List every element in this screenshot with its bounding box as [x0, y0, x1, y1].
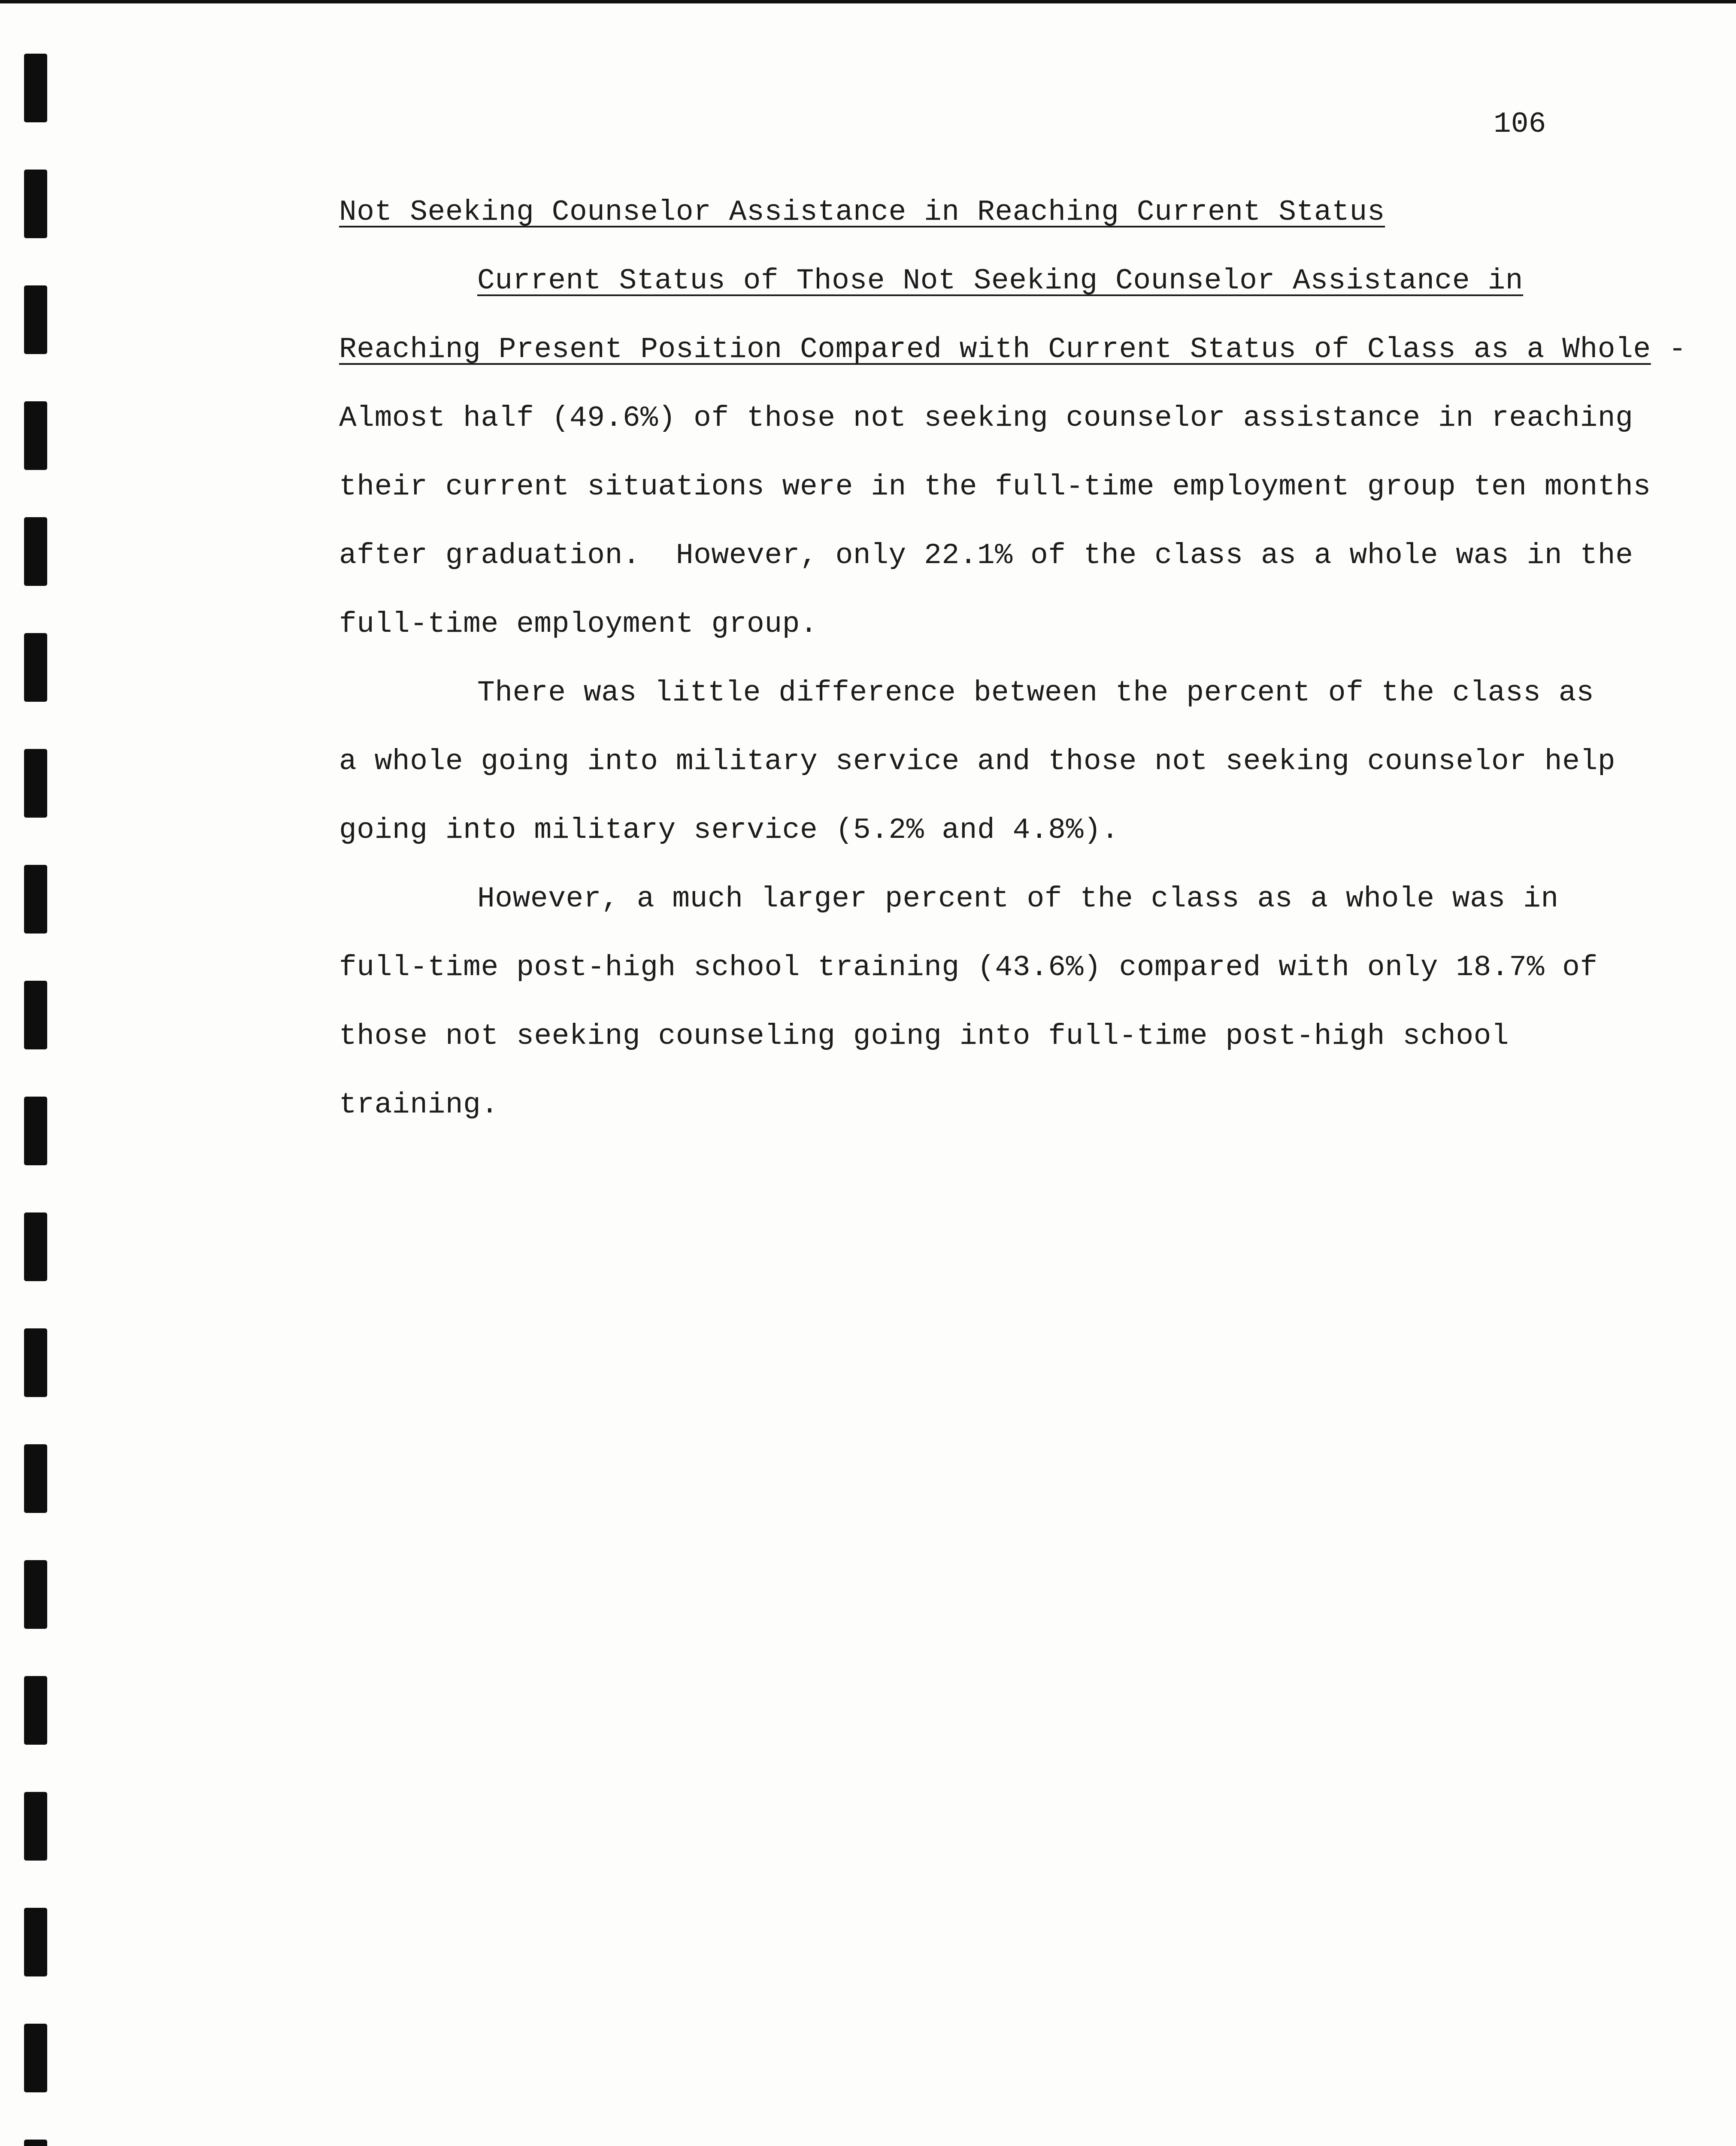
binding-hole: [24, 170, 47, 238]
subheading-line-2: [339, 315, 1695, 384]
paragraph-line: going into military service (5.2% and 4.8%).: [339, 814, 1119, 847]
binding-hole: [24, 1328, 47, 1397]
paragraph-line: a whole going into military service and those not seeking counselor help: [339, 745, 1616, 778]
page-top-edge: [0, 0, 1736, 3]
binding-hole: [24, 1908, 47, 1976]
subheading-dash: -: [1651, 333, 1687, 366]
paragraph-line: Almost half (49.6%) of those not seeking counselor assistance in reaching: [339, 402, 1633, 435]
binding-hole: [24, 1792, 47, 1861]
section-heading: [339, 178, 1695, 247]
binding-hole: [24, 2024, 47, 2092]
binding-strip: [0, 0, 60, 2146]
binding-hole: [24, 1444, 47, 1513]
page-number: 106: [1494, 108, 1546, 141]
binding-hole: [24, 1212, 47, 1281]
binding-hole: [24, 1097, 47, 1165]
binding-hole: [24, 865, 47, 934]
subheading-line-1: [339, 247, 1695, 315]
binding-hole: [24, 2140, 47, 2146]
paragraph-line: those not seeking counseling going into full-time post-high school: [339, 1020, 1509, 1053]
binding-hole: [24, 1560, 47, 1629]
binding-hole: [24, 517, 47, 586]
section-heading-text: Not Seeking Counselor Assistance in Reaching Current Status: [339, 196, 1385, 229]
paragraph-line: However, a much larger percent of the class as a whole was in: [477, 882, 1559, 915]
paragraph-line: full-time employment group.: [339, 608, 818, 641]
binding-hole: [24, 401, 47, 470]
binding-hole: [24, 54, 47, 122]
paragraph-line: There was little difference between the percent of the class as: [477, 676, 1594, 709]
paragraph-line: full-time post-high school training (43.6%) compared with only 18.7% of: [339, 951, 1598, 984]
subheading-text-1: Current Status of Those Not Seeking Counselor Assistance in: [477, 264, 1524, 297]
subheading-text-2: Reaching Present Position Compared with Current Status of Class as a Whole: [339, 333, 1651, 366]
binding-hole: [24, 1676, 47, 1745]
binding-hole: [24, 285, 47, 354]
paragraph-line: training.: [339, 1088, 499, 1121]
document-body: [339, 178, 1695, 1140]
binding-hole: [24, 981, 47, 1049]
paragraph-line: after graduation. However, only 22.1% of the class as a whole was in the: [339, 539, 1633, 572]
binding-hole: [24, 749, 47, 818]
paragraph-line: their current situations were in the full-time employment group ten months: [339, 470, 1651, 503]
binding-hole: [24, 633, 47, 702]
